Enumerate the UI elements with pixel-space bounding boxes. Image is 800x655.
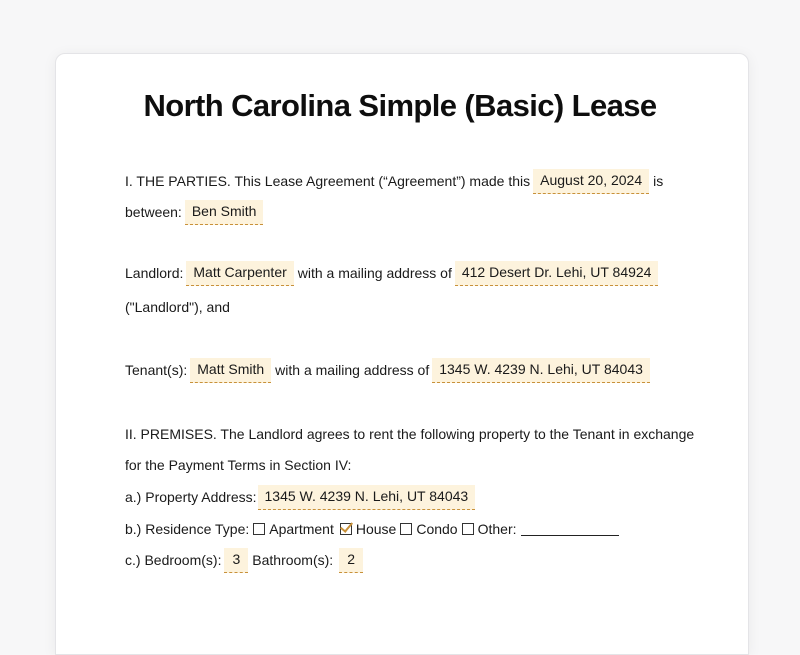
landlord-suffix-text: ("Landlord"), and (125, 299, 230, 315)
between-label: between: (125, 204, 182, 220)
bathroom-label: Bathroom(s): (252, 552, 334, 568)
tenant-address-field[interactable]: 1345 W. 4239 N. Lehi, UT 84043 (432, 358, 650, 383)
landlord-mailing-text: with a mailing address of (297, 265, 452, 281)
house-option-label: House (355, 521, 397, 537)
bedroom-label: c.) Bedroom(s): (125, 552, 222, 568)
other-blank-field[interactable] (521, 523, 619, 536)
between-line (125, 202, 267, 222)
premises-line-1 (125, 424, 694, 444)
other-option-label: Other: (477, 521, 517, 537)
tenant-line (125, 360, 654, 380)
tenant-name-field[interactable]: Matt Smith (190, 358, 271, 383)
bathroom-count-field[interactable]: 2 (339, 548, 363, 573)
premises-text-1: II. PREMISES. The Landlord agrees to rent the following property to the Tenant in exchange (125, 426, 695, 442)
landlord-address-field[interactable]: 412 Desert Dr. Lehi, UT 84924 (455, 261, 659, 286)
bedroom-count-field[interactable]: 3 (224, 548, 248, 573)
landlord-name-field[interactable]: Matt Carpenter (186, 261, 293, 286)
house-checkbox[interactable] (340, 523, 352, 535)
document-title: North Carolina Simple (Basic) Lease (143, 88, 657, 123)
tenant-mailing-text: with a mailing address of (275, 362, 430, 378)
condo-checkbox[interactable] (400, 523, 412, 535)
apartment-checkbox[interactable] (253, 523, 265, 535)
property-address-label: a.) Property Address: (125, 489, 257, 505)
landlord-suffix-line (125, 297, 230, 317)
tenant-label: Tenant(s): (125, 362, 188, 378)
residence-type-line (125, 519, 619, 539)
is-text: is (653, 173, 664, 189)
between-name-field[interactable]: Ben Smith (185, 200, 264, 225)
parties-line (125, 171, 663, 191)
other-checkbox[interactable] (462, 523, 474, 535)
property-address-field[interactable]: 1345 W. 4239 N. Lehi, UT 84043 (258, 485, 476, 510)
rooms-line (125, 550, 367, 570)
residence-type-label: b.) Residence Type: (125, 521, 250, 537)
agreement-date-field[interactable]: August 20, 2024 (533, 169, 649, 194)
premises-line-2 (125, 455, 351, 475)
property-address-line (125, 487, 479, 507)
premises-text-2: for the Payment Terms in Section IV: (125, 457, 352, 473)
landlord-label: Landlord: (125, 265, 184, 281)
parties-intro-text: I. THE PARTIES. This Lease Agreement (“Agreement”) made this (125, 173, 531, 189)
apartment-option-label: Apartment (269, 521, 334, 537)
landlord-line (125, 263, 662, 283)
condo-option-label: Condo (416, 521, 458, 537)
